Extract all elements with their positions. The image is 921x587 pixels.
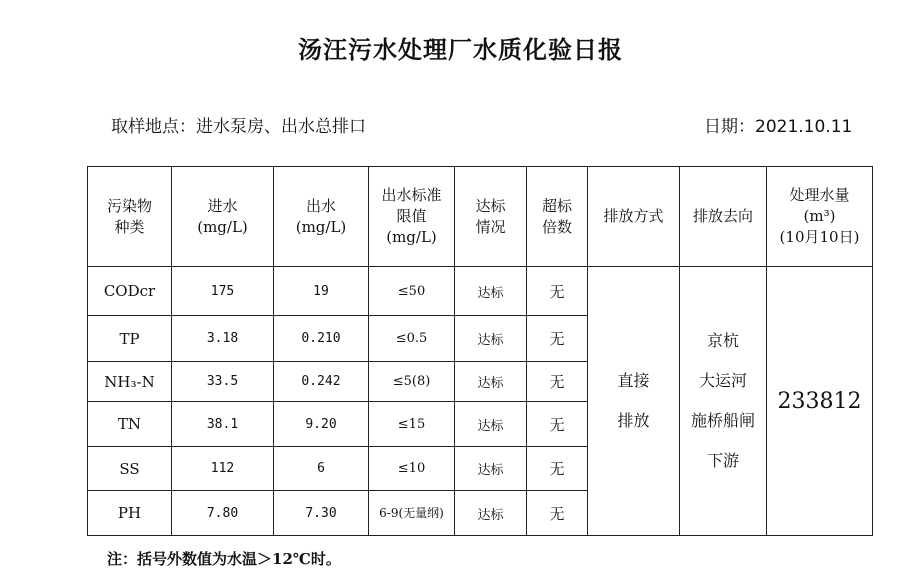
- footnote: 注：括号外数值为水温＞12℃时。: [107, 550, 341, 568]
- header-discharge-method: 排放方式: [588, 167, 680, 267]
- discharge-method-line1: 直接: [617, 371, 650, 390]
- pollutant-cell: TP: [88, 316, 172, 362]
- header-effluent-line2: (mg/L): [295, 217, 347, 236]
- status-cell: 达标: [455, 267, 527, 316]
- table-row: [88, 267, 873, 316]
- header-volume-line3: (10月10日): [779, 228, 860, 246]
- excess-cell: 无: [527, 362, 588, 402]
- influent-cell: 3.18: [172, 316, 274, 362]
- header-excess: [527, 167, 588, 267]
- header-standard-line1: 出水标准: [381, 186, 442, 204]
- excess-cell: 无: [527, 316, 588, 362]
- discharge-destination-cell: [680, 267, 767, 536]
- report-title: 汤汪污水处理厂水质化验日报: [298, 36, 623, 64]
- header-volume: [767, 167, 873, 267]
- report-date: 日期：2021.10.11: [704, 117, 853, 137]
- header-effluent: [274, 167, 369, 267]
- effluent-cell: 0.210: [274, 316, 369, 362]
- standard-cell: ≤10: [369, 447, 455, 491]
- header-excess-line2: 倍数: [541, 217, 572, 236]
- pollutant-cell: TN: [88, 402, 172, 447]
- standard-cell: 6-9(无量纲): [369, 491, 455, 536]
- sampling-location: 取样地点：进水泵房、出水总排口: [111, 117, 366, 137]
- status-cell: 达标: [455, 362, 527, 402]
- header-excess-line1: 超标: [541, 196, 572, 215]
- influent-cell: 175: [172, 267, 274, 316]
- pollutant-cell: CODcr: [88, 267, 172, 316]
- effluent-cell: 19: [274, 267, 369, 316]
- header-pollutant-line2: 种类: [114, 217, 145, 236]
- header-standard: [369, 167, 455, 267]
- header-pollutant-line1: 污染物: [106, 196, 152, 215]
- status-cell: 达标: [455, 447, 527, 491]
- discharge-destination-line3: 施桥船闸: [690, 411, 755, 430]
- discharge-destination-line2: 大运河: [698, 371, 747, 390]
- header-discharge-destination: 排放去向: [680, 167, 767, 267]
- effluent-cell: 9.20: [274, 402, 369, 447]
- header-influent-line2: (mg/L): [197, 217, 248, 236]
- header-influent: [172, 167, 274, 267]
- excess-cell: 无: [527, 491, 588, 536]
- header-compliance: [455, 167, 527, 267]
- treated-volume-cell: 233812: [767, 267, 873, 536]
- status-cell: 达标: [455, 402, 527, 447]
- influent-cell: 38.1: [172, 402, 274, 447]
- influent-cell: 112: [172, 447, 274, 491]
- header-standard-line2: 限值: [396, 207, 427, 225]
- influent-cell: 7.80: [172, 491, 274, 536]
- excess-cell: 无: [527, 447, 588, 491]
- header-influent-line1: 进水: [207, 196, 238, 215]
- header-pollutant: [88, 167, 172, 267]
- excess-cell: 无: [527, 267, 588, 316]
- status-cell: 达标: [455, 316, 527, 362]
- water-quality-table: [87, 166, 873, 536]
- discharge-method-cell: [588, 267, 680, 536]
- excess-cell: 无: [527, 402, 588, 447]
- effluent-cell: 6: [274, 447, 369, 491]
- standard-cell: ≤5(8): [369, 362, 455, 402]
- effluent-cell: 0.242: [274, 362, 369, 402]
- discharge-method-line2: 排放: [617, 411, 650, 430]
- status-cell: 达标: [455, 491, 527, 536]
- discharge-destination-line1: 京杭: [706, 331, 739, 350]
- header-volume-line2: (m³): [803, 207, 836, 225]
- header-compliance-line1: 达标: [475, 196, 506, 215]
- pollutant-cell: PH: [88, 491, 172, 536]
- header-standard-line3: (mg/L): [386, 228, 437, 246]
- pollutant-cell: NH₃-N: [88, 362, 172, 402]
- standard-cell: ≤0.5: [369, 316, 455, 362]
- influent-cell: 33.5: [172, 362, 274, 402]
- header-volume-line1: 处理水量: [789, 186, 850, 204]
- discharge-destination-line4: 下游: [706, 451, 739, 470]
- header-effluent-line1: 出水: [305, 196, 336, 215]
- header-compliance-line2: 情况: [475, 217, 506, 236]
- standard-cell: ≤50: [369, 267, 455, 316]
- effluent-cell: 7.30: [274, 491, 369, 536]
- header-row: [88, 167, 873, 267]
- standard-cell: ≤15: [369, 402, 455, 447]
- pollutant-cell: SS: [88, 447, 172, 491]
